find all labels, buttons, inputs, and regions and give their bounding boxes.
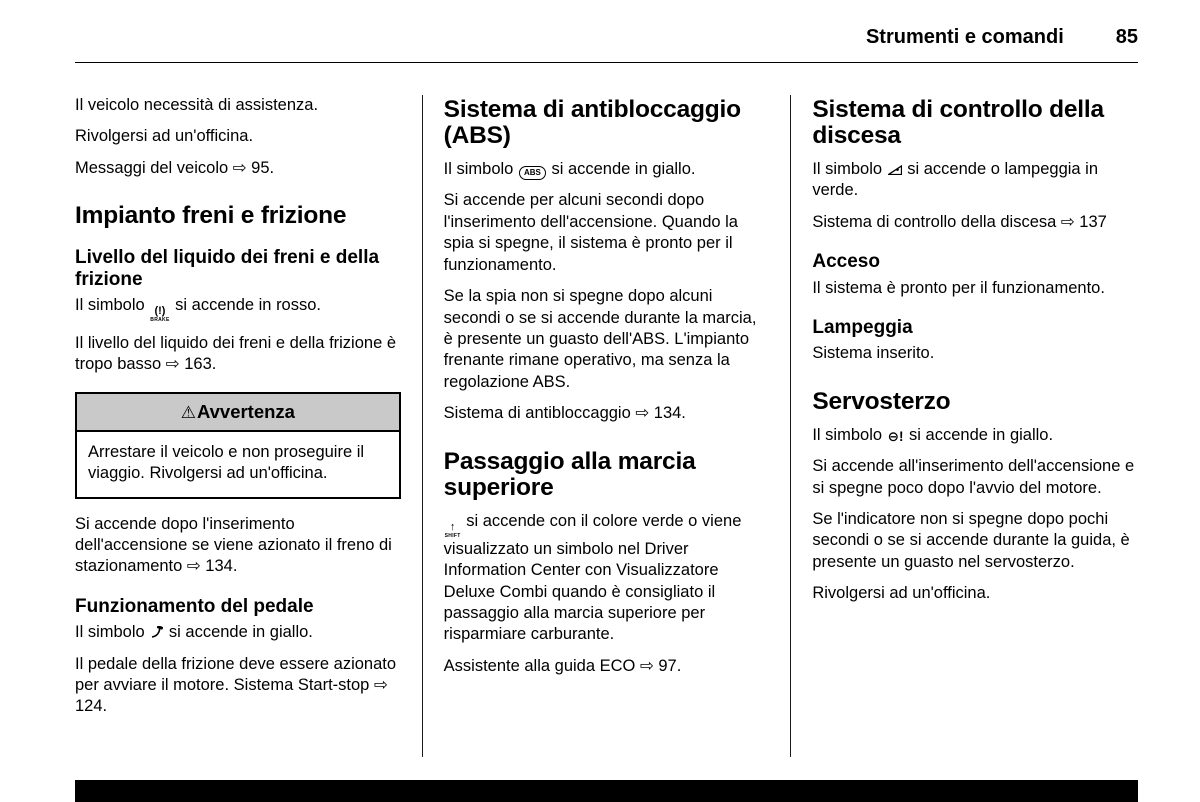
steering-fault-paragraph: Se l'indicatore non si spegne dopo pochi secondi o se si accende durante la guida, è presente un guasto nel servosterzo. [812, 509, 1130, 571]
symbol-text-pre: Il simbolo [443, 159, 514, 178]
content-columns [75, 95, 1138, 757]
workshop-paragraph: Rivolgersi ad un'officina. [812, 584, 991, 603]
heading-brakes-clutch: Impianto freni e frizione [75, 202, 347, 230]
footer-bar [75, 780, 1138, 802]
eco-ref: Assistente alla guida ECO ⇨ 97. [443, 656, 682, 675]
clutch-pedal-icon [150, 626, 163, 638]
brake-warning-icon: (!) BRAKE [150, 304, 170, 323]
fluid-low-paragraph: Il livello del liquido dei freni e della frizione è tropo basso ⇨ 163. [75, 333, 397, 374]
clutch-pedal-paragraph: Il pedale della frizione deve essere azionato per avviare il motore. Sistema Start-stop ⇨ 124. [75, 654, 397, 716]
flashing-paragraph: Sistema inserito. [812, 344, 935, 363]
hill-descent-ref: Sistema di controllo della discesa ⇨ 137 [812, 212, 1107, 231]
shift-up-icon: ↑ SHIFT [444, 520, 461, 539]
heading-flashing: Lampeggia [812, 316, 913, 338]
warning-box-header [77, 394, 399, 432]
heading-power-steering: Servosterzo [812, 387, 951, 415]
symbol-text-pre: Il simbolo [75, 623, 145, 642]
hill-descent-icon [888, 164, 902, 175]
abs-fault-paragraph: Se la spia non si spegne dopo alcuni secondi o se si accende durante la marcia, è presente un guasto dell'ABS. L'impianto frenante rimane operativo, ma senza la regolazione ABS. [443, 287, 757, 391]
symbol-text-post: si accende in giallo. [551, 159, 696, 178]
page-number: 85 [1115, 26, 1138, 48]
vehicle-assistance-text: Il veicolo necessità di assistenza. [75, 96, 319, 114]
symbol-text-post: si accende in giallo. [909, 425, 1054, 444]
heading-upshift: Passaggio alla marcia superiore [443, 447, 696, 501]
symbol-text-pre: Il simbolo [812, 159, 883, 178]
parking-brake-paragraph: Si accende dopo l'inserimento dell'accensione se viene azionato il freno di stazionamento ⇨ 134. [75, 514, 392, 576]
hill-symbol-paragraph [812, 159, 1138, 202]
heading-fluid-level: Livello del liquido dei freni e della frizione [75, 247, 380, 290]
heading-hill-descent: Sistema di controllo della discesa [812, 96, 1104, 149]
warning-box [75, 392, 401, 499]
symbol-text-pre: Il simbolo [75, 295, 145, 314]
heading-abs: Sistema di antibloccaggio (ABS) [443, 96, 741, 149]
vehicle-messages-ref: Messaggi del veicolo ⇨ 95. [75, 158, 275, 177]
abs-selfcheck-paragraph: Si accende per alcuni secondi dopo l'inserimento dell'accensione. Quando la spia si spegne, il sistema è pronto per il funzionamento. [443, 191, 738, 274]
page-header [75, 26, 1138, 49]
symbol-text-pre: Il simbolo [812, 425, 883, 444]
workshop-text: Rivolgersi ad un'officina. [75, 127, 254, 146]
column-3 [791, 95, 1138, 757]
symbol-text-post: si accende in giallo. [168, 623, 313, 642]
steering-on-paragraph: Si accende all'inserimento dell'accensione e si spegne poco dopo l'avvio del motore. [812, 457, 1135, 497]
warning-triangle-icon: ⚠ [180, 402, 196, 422]
heading-pedal-operation: Funzionamento del pedale [75, 595, 314, 617]
upshift-text: si accende con il colore verde o viene visualizzato un simbolo nel Driver Information Center con Visualizzatore Deluxe Combi quando è consigliato il passaggio alla marcia superiore per risparmiare carburante. [443, 511, 742, 644]
heading-on: Acceso [812, 251, 880, 273]
column-2 [423, 95, 791, 757]
power-steering-icon: ⊖! [887, 428, 904, 444]
abs-symbol-paragraph [444, 159, 770, 180]
steering-symbol-paragraph [812, 425, 1138, 446]
on-paragraph: Il sistema è pronto per il funzionamento. [812, 278, 1105, 297]
abs-icon: ABS [519, 166, 546, 180]
section-title: Strumenti e comandi [865, 26, 1064, 48]
abs-ref: Sistema di antibloccaggio ⇨ 134. [443, 404, 686, 423]
symbol-text-post: si accende in rosso. [175, 295, 321, 314]
symbol-text-post: si accende o lampeggia in verde. [812, 159, 1099, 200]
column-1 [75, 95, 422, 757]
brake-symbol-paragraph [75, 295, 401, 323]
warning-title: Avvertenza [196, 400, 295, 422]
header-rule [75, 62, 1138, 63]
warning-body: Arrestare il veicolo e non proseguire il viaggio. Rivolgersi ad un'officina. [88, 442, 365, 483]
clutch-symbol-paragraph [75, 622, 401, 643]
upshift-paragraph [444, 511, 770, 646]
